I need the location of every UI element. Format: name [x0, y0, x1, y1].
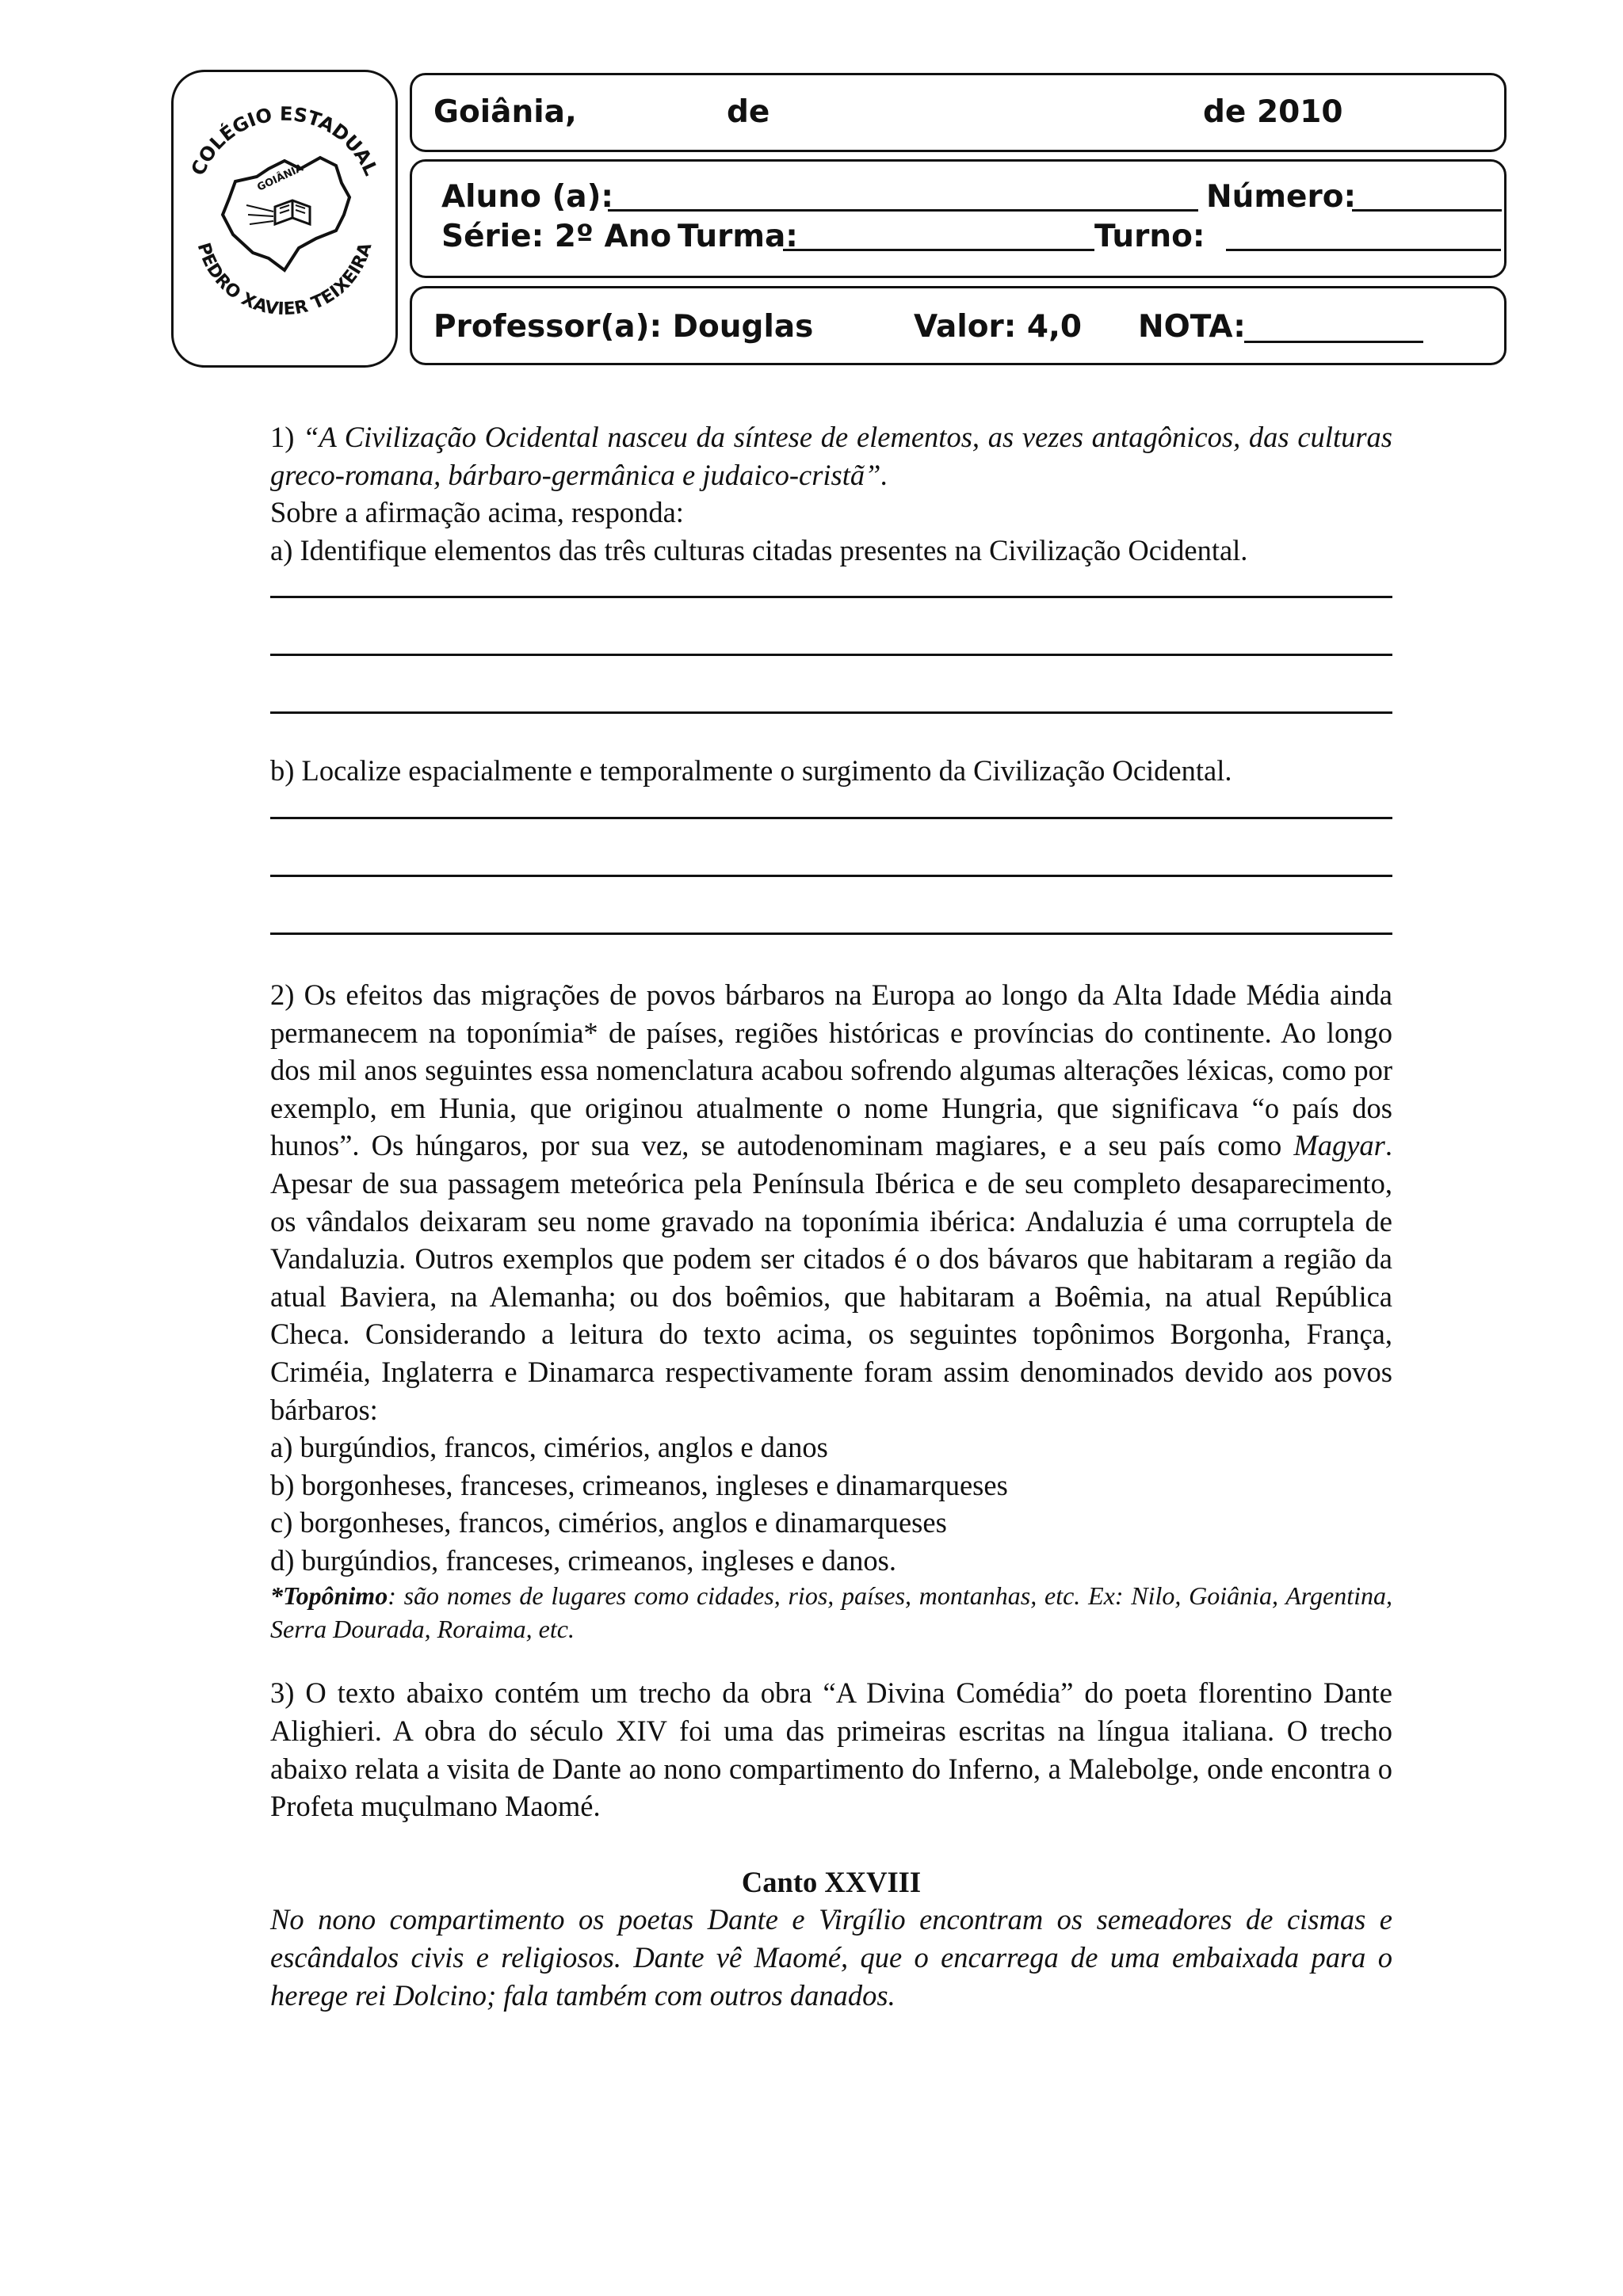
q2-text-after: . Apesar de sua passagem meteórica pela Península Ibérica e de seu completo desaparecimento, os vândalos deixaram seu nome gravado na toponímia ibérica: Andaluzia é uma corruptela de Vandaluzia. Outros exemplos que podem ser citados é o dos bávaros que habitaram a região da atual Baviera, na Alemanha; ou dos boêmios, que habitaram a Boêmia, na atual República Checa. Considerando a leitura do texto acima, os seguintes topônimos Borgonha, França, Criméia, Inglaterra e Dinamarca respectivamente foram assim denominados devido aos povos bárbaros: [270, 1129, 1392, 1426]
aluno-field[interactable] [608, 209, 1198, 212]
q1-b-text: b) Localize espacialmente e temporalmente o surgimento da Civilização Ocidental. [270, 754, 1232, 788]
logo-top-text: COLÉGIO ESTADUAL [186, 102, 383, 179]
answer-line[interactable] [270, 656, 1392, 714]
nota-label: NOTA: [1138, 309, 1246, 345]
serie-label: Série: 2º Ano [441, 219, 672, 254]
answer-line[interactable] [270, 569, 1392, 598]
valor-label: Valor: 4,0 [914, 309, 1083, 345]
city-label: Goiânia, [433, 94, 577, 130]
date-box [410, 73, 1507, 152]
q1-number: 1) [270, 421, 295, 453]
q2-footnote [270, 1579, 1392, 1646]
turno-field[interactable] [1226, 249, 1501, 251]
logo-map-text: GOIÂNIA [255, 162, 306, 194]
q2-option-d: d) burgúndios, franceses, crimeanos, ingleses e danos. [270, 1543, 896, 1577]
q2-option-c: c) borgonheses, francos, cimérios, anglos e dinamarqueses [270, 1506, 947, 1539]
q2-footnote-text: : são nomes de lugares como cidades, rios, países, montanhas, etc. Ex: Nilo, Goiânia, Argentina, Serra Dourada, Roraima, etc. [270, 1581, 1392, 1644]
q2-option-a: a) burgúndios, francos, cimérios, anglos e danos [270, 1431, 828, 1464]
school-logo [171, 70, 398, 368]
answer-line[interactable] [270, 877, 1392, 935]
answer-line[interactable] [270, 819, 1392, 877]
year-label: de 2010 [1203, 94, 1343, 130]
numero-label: Número: [1206, 179, 1357, 215]
date-de-label: de [727, 94, 770, 130]
professor-label: Professor(a): Douglas [433, 309, 814, 345]
svg-text:PEDRO XAVIER TEIXEIRA [193, 241, 376, 319]
q1-quote: “A Civilização Ocidental nasceu da síntese de elementos, as vezes antagônicos, das culturas greco-romana, bárbaro-germânica e judaico-cristã”. [270, 421, 1393, 491]
q2-text-before: 2) Os efeitos das migrações de povos bárbaros na Europa ao longo da Alta Idade Média ainda permanecem na toponímia* de países, regiões históricas e províncias do continente. Ao longo dos mil anos seguintes essa nomenclatura acabou sofrendo algumas alterações léxicas, como por exemplo, em Hunia, que originou atualmente o nome Hungria, que significava “o país dos hunos”. Os húngaros, por sua vez, se autodenominam magiares, e a seu país como [270, 978, 1392, 1162]
canto-summary: No nono compartimento os poetas Dante e Virgílio encontram os semeadores de cismas e escândalos civis e religiosos. Dante vê Maomé, que o encarrega de uma embaixada para o herege rei Dolcino; fala também com outros danados. [270, 1903, 1392, 2012]
q2-statement [270, 976, 1392, 1428]
q3-statement: 3) O texto abaixo contém um trecho da obra “A Divina Comédia” do poeta florentino Dante Alighieri. A obra do século XIV foi uma das primeiras escritas na língua italiana. O trecho abaixo relata a visita de Dante ao nono compartimento do Inferno, a Malebolge, onde encontra o Profeta muçulmano Maomé. [270, 1676, 1392, 1823]
logo-bottom-text: PEDRO XAVIER TEIXEIRA [193, 240, 376, 320]
q2-magyar: Magyar [1293, 1129, 1385, 1162]
q2-option-b: b) borgonheses, franceses, crimeanos, ingleses e dinamarqueses [270, 1468, 1008, 1501]
svg-text:COLÉGIO ESTADUAL [187, 103, 383, 179]
teacher-box [410, 286, 1507, 365]
turma-label: Turma: [678, 219, 798, 254]
q1-statement [270, 418, 1392, 494]
answer-line[interactable] [270, 790, 1392, 819]
q1-a-text: a) Identifique elementos das três culturas citadas presentes na Civilização Ocidental. [270, 533, 1248, 566]
school-emblem-icon [174, 72, 395, 365]
numero-field[interactable] [1352, 209, 1502, 212]
q2-footnote-term: *Topônimo [270, 1581, 388, 1611]
aluno-label: Aluno (a): [441, 179, 614, 215]
turma-field[interactable] [783, 249, 1094, 251]
q1-prompt: Sobre a afirmação acima, responda: [270, 496, 684, 529]
canto-title: Canto XXVIII [741, 1865, 922, 1898]
exam-content [270, 418, 1392, 2014]
answer-line[interactable] [270, 598, 1392, 656]
turno-label: Turno: [1094, 219, 1205, 254]
nota-field[interactable] [1244, 341, 1423, 343]
student-box [410, 159, 1507, 278]
